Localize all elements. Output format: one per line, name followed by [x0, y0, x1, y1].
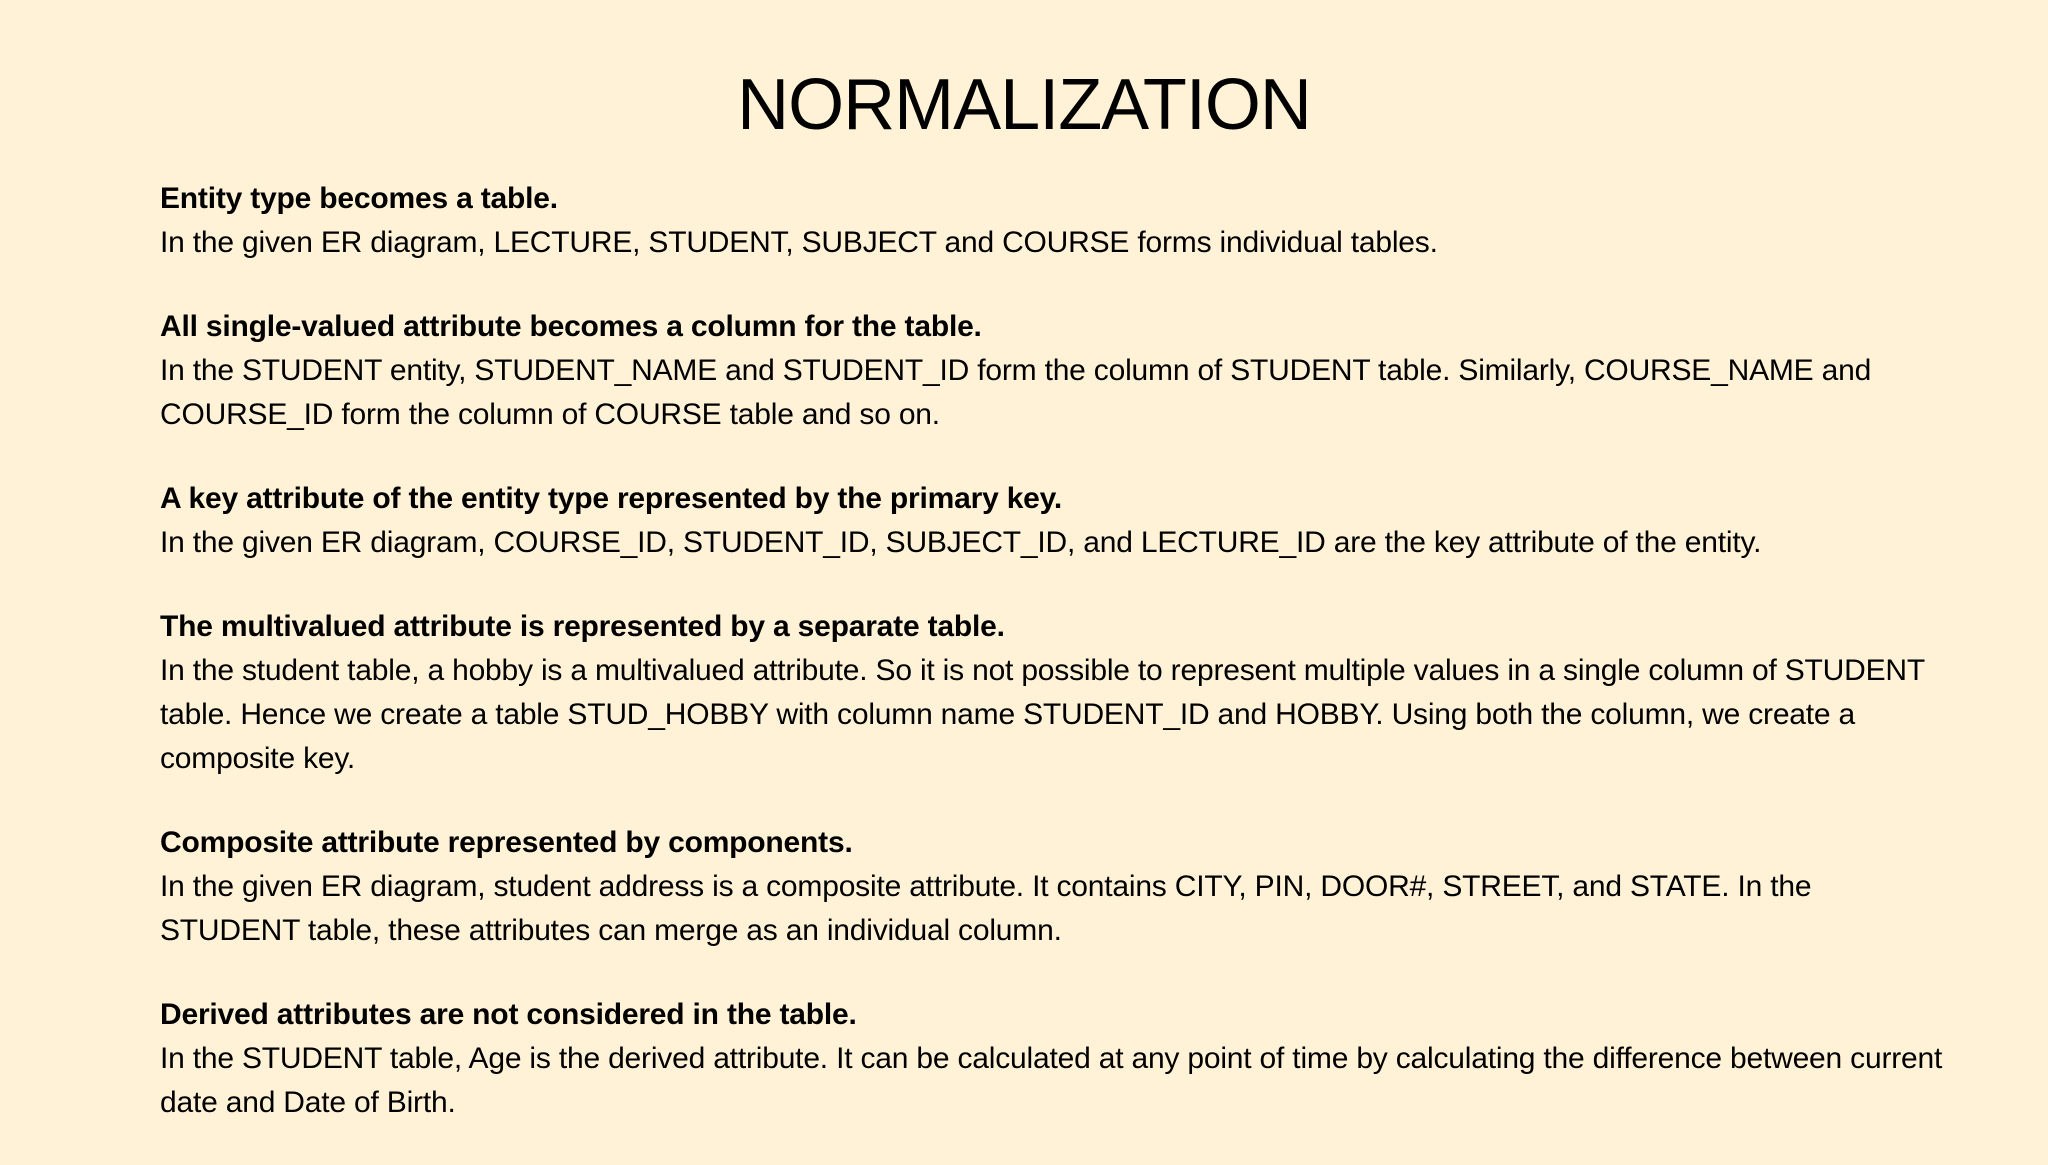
rule-heading: A key attribute of the entity type represented by the primary key.: [160, 482, 1063, 515]
rule-text: In the given ER diagram, student address is a composite attribute. It contains CITY, PIN, DOOR#, STREET, and STATE. In the STUDENT table, these attributes can merge as an individual column.: [160, 870, 1812, 947]
rule-heading: Derived attributes are not considered in the table.: [160, 998, 857, 1031]
rule-key-attribute: [160, 477, 1950, 565]
slide-body: [160, 177, 1950, 1165]
rule-text: In the given ER diagram, LECTURE, STUDENT, SUBJECT and COURSE forms individual tables.: [160, 226, 1438, 259]
rule-text: In the student table, a hobby is a multivalued attribute. So it is not possible to represent multiple values in a single column of STUDENT table. Hence we create a table STUD_HOBBY with column name STUDENT_ID and HOBBY. Using both the column, we create a composite key.: [160, 654, 1925, 775]
rule-text: In the STUDENT table, Age is the derived attribute. It can be calculated at any point of time by calculating the difference between current date and Date of Birth.: [160, 1042, 1943, 1119]
rule-single-valued-attribute: [160, 305, 1950, 437]
slide-title: NORMALIZATION: [737, 65, 1311, 145]
rule-text: In the STUDENT entity, STUDENT_NAME and STUDENT_ID form the column of STUDENT table. Similarly, COURSE_NAME and COURSE_ID form the column of COURSE table and so on.: [160, 354, 1872, 431]
rule-heading: Composite attribute represented by components.: [160, 826, 853, 859]
rule-multivalued-attribute: [160, 605, 1950, 781]
rule-composite-attribute: [160, 821, 1950, 953]
rule-derived-attribute: [160, 993, 1950, 1125]
rule-text: In the given ER diagram, COURSE_ID, STUDENT_ID, SUBJECT_ID, and LECTURE_ID are the key attribute of the entity.: [160, 526, 1762, 559]
rule-heading: The multivalued attribute is represented by a separate table.: [160, 610, 1005, 643]
rule-entity-type: [160, 177, 1950, 265]
rule-heading: All single-valued attribute becomes a column for the table.: [160, 310, 982, 343]
rule-heading: Entity type becomes a table.: [160, 182, 558, 215]
